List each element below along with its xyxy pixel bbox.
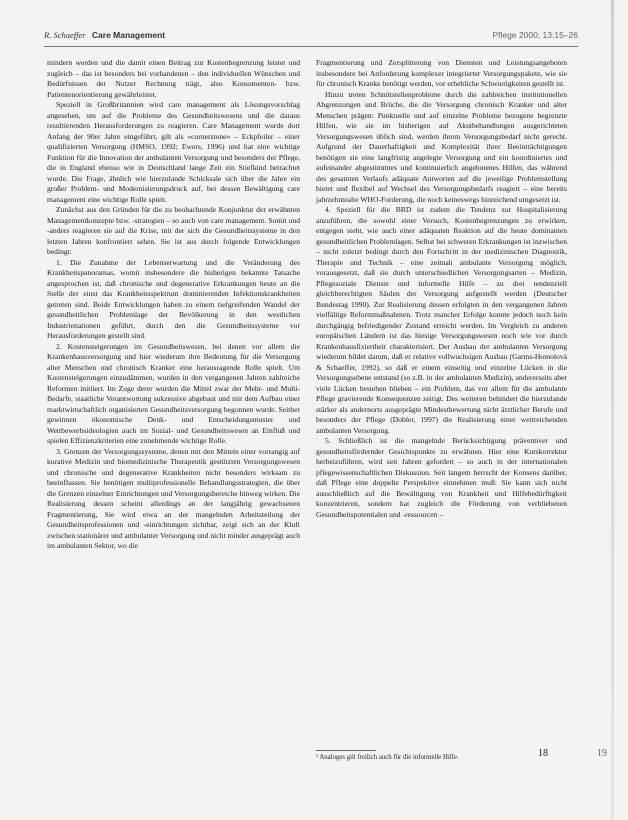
paragraph: Zunächst aus den Gründen für die zu beobachtende Konjunktur der erwähnten Managementkonzepte bzw. -strategien – so auch von care management. Somit und -anders reagieren sie auf die Krise, mit der sich die Gesundheitssysteme in den letzten Jahren konfrontiert sehen. Sie ist aus durch folgende Entwicklungen bedingt:: [47, 205, 300, 256]
paragraph: 3. Grenzen der Versorgungssysteme, denen mit den Mitteln einer vorrangig auf kurative Medizin und biomedizinische Therapeutik gestützten Versorgungswesen und chronische und degenerative Krankheiten nicht besonders wirksam zu beeinflussen. Sie benötigen multiprofessionelle Behandlungsstrategien, die über die Grenzen einzelner Einrichtungen und Versorgungsbereiche hinweg wirken. Die Realisierung dessen scheint allerdings an der langjährig gewachsenen Fragmentierung, Sie wird etwa an der mangelnden Arbeitsteilung der Gesundheitsprofessionen und -einrichtungen sichtbar, zeigt sich an der Kluft zwischen stationärer und ambulanter Versorgung und nicht minder ausgeprägt auch im ambulanten Sektor, wo die: [47, 446, 300, 550]
header-journal: Pflege 2000; 13:15–26: [492, 30, 578, 40]
left-column: [47, 58, 300, 552]
footnote: ¹ Analoges gilt freilich auch für die informelle Hilfe.: [316, 754, 459, 761]
paragraph: Hinzu treten Schnittstellenprobleme durch die zahlreichen institutionellen Abgrenzungen und Brüche, die die Versorgung chronisch Kranker und alter Menschen prägen: Punktuelle und auf einzelne Probleme bezogene begrenzte Hilfen, wie sie im bisherigen auf Akutbehandlungen ausgerichteten Versorgungswesen üblich sind, werden ihrem Versorgungsbedarf nicht gerecht. Aufgrund der Dauerhaftigkeit und Komplexität ihrer Beeinträchtigungen benötigen sie eine langfristig angelegte Versorgung und ein koordiniertes und aufeinander abgestimmtes und kontinuierlich angebotenes Hilfen, das während des gesamten Verlaufs adäquate Antworten auf die jeweilige Problemstellung bietet und flexibel auf Wechsel des Versorgungsbedarfs reagiert – eine bereits jahrzehntealte WHO-Forderung, die noch keineswegs hinreichend umgesetzt ist.: [316, 89, 567, 204]
paragraph: 1. Die Zunahme der Lebenserwartung und die Veränderung des Krankheitspanoramas, womit insbesondere die bisherigen bekannte Tatsache angesprochen ist, daß chronische und degenerative Erkrankungen heute an die Stelle der einst das Krankheitsspektrum dominierenden Infektionskrankheiten getreten sind. Beide Entwicklungen haben zu einem tiefgreifenden Wandel der gesundheitlichen Problemlage der Bevölkerung in den westlichen Industrienationen geführt, durch den die Gesundheitssysteme vor Herausforderungen gestellt sind.: [47, 257, 300, 340]
paragraph: 5. Schließlich ist die mangelnde Berücksichtigung präventiver und gesundheitsfördernder Gesichtspunkte zu erwähnen. Hier eine Kurskorrektur herbeizuführen, wird seit Jahren gefordert – so auch in der internationalen pflegewissenschaftlichen Diskussion. Seit langem herrscht der Konsens darüber, daß Pflege eine doppelte Perspektive einnehmen muß: Sie kann sich nicht ausschließlich auf die Bewältigung von Krankheit und Hilfebedürftigkeit konzentrieren, sondern hat zugleich die Förderung von verbliebenen Gesundheitspotentialen und -ressourcen –: [316, 436, 567, 519]
paragraph: Speziell in Großbritannien wird care management als Lösungsvorschlag angesehen, um auf die Probleme des Gesundheitswesens und die daraus resultierenden Herausforderungen zu reagieren. Care Management wurde dort Anfang der 90er Jahre eingeführt, gilt als «cornerstone» – Eckpfeiler – einer qualifizierten Versorgung (HMSO, 1992; Ewers, 1996) und hat eine wichtige Funktion für die Innovation der ambulanten Versorgung und besonders der Pflege, die in England ebenso wie in Deutschland lange Zeit ein Stiefkind betrachtet wurde. Die Frage, ähnlich wie hierzulande Schicksale sich über die Jahre ein großer Problem- und Modernisierungsdruck auf, bei dessen Bewältigung care management eine wichtige Rolle spielt.: [47, 100, 300, 204]
paragraph: 4. Speziell für die BRD ist zudem die Tendenz zur Hospitalisierung anzuführen, die sowohl einer Versuch, Kostenbegrenzungen zu erwirken, entgegen steht, wie auch einer adäquaten Reaktion auf die heute dominanten gesundheitlichen Problemlagen. Selbst bei schweren Erkrankungen ist inzwischen – nicht zuletzt bedingt durch den Fortschritt in der medizinischen Diagnostik, Therapie und Technik – eine zeitnah ambulante Versorgung möglich, vorausgesetzt, daß sie durch unterschiedlichen Versorgungsarten – Medizin, Pflegesoziale Dienste und informelle Hilfe – zu drei tendenziell gleichberechtigten Säulen der Versorgung aufgestellt werden (Deutscher Bundestag 1990). Zur Realisierung dessen erfolgten in den vergangenen Jahren vielfältige Reformmaßnahmen. Trotz mancher Erfolge konnte jedoch noch kein durchgängig befriedigender Zustand erreicht werden. Im Vergleich zu anderen europäischen Ländern ist das hiesige Versorgungswesen noch wie vor durch Krankenhausfixiertheit charakterisiert. Der Ausbau der ambulanten Versorgung wiederum bildet darum, daß er relative vollwuchsigen Ausbau (Garms-Homolová & Schaeffer, 1992), so daß er einem einseitig und einzelne Lücken in die Versorgungsebene entstand (so z.B. in der ambulanten Medizin), andererseits aber viele Lücken bestehen blieben – ein Problem, das vor allem für die ambulante Pflege gravierende Konsequenzen zeitigt. Des weiteren behindert die hierzulande stärker als andernorts ausgeprägte Mindestbewertung nicht ärztlicher Berufe und besonders der Pflege (Dobler, 1997) die Realisierung einer weitreichenden ambulanten Versorgung.: [316, 205, 567, 435]
paragraph: Fragmentierung und Zersplitterung von Diensten und Leistungsangeboten insbesondere bei Anforderung komplexer integrierter Versorgungspakete, wie sie für chronisch Kranke benötigt werden, vor erhebliche Schwierigkeiten gestellt ist.: [316, 58, 567, 88]
right-column: [316, 58, 567, 520]
running-header: [44, 28, 578, 44]
paragraph: mindern werden und die damit einen Beitrag zur Kostenbegrenzung leistet und zugleich – das ist besonders bei vorhandenen – den individuellen Wünschen und Bedürfnissen der Nutzer Rechnung trägt, also Konsumenten- bzw. Patientenorientierung gewährleistet.: [47, 58, 300, 99]
running-header-left: [44, 30, 165, 40]
footnote-rule: [316, 750, 376, 751]
paragraph: 2. Kostensteigerungen im Gesundheitswesen, bei denen vor allem die Krankenhausversorgung und hier wiederum ihre Bedeutung für die Versorgung alter Menschen und chronisch Kranker eine herausragende Rolle spielt. Um Kostensteigerungen einzudämmen, wurden in den vergangenen Jahren zahlreiche Reformen initiiert. Im Zuge derer wurden die Mittel zwar der Mehr- und Multi-Bedarfe, staatliche Verantwortung sukzessive abgebaut und mit dem Aufbau einer marktwirtschaftlich organisierten Gesundheitsversorgung begonnen wurde. Seither gewinnen ökonomische Denk- und Entscheidungsmuster und Wettbewerbsideologien auch im Sozial- und Gesundheitswesen an Einfluß und spielen Effizienzkriterien eine zunehmende wichtige Rolle.: [47, 341, 300, 445]
facing-page-number: 19: [597, 748, 607, 759]
page-edge-shadow: [611, 0, 614, 820]
page-number: 18: [538, 748, 548, 759]
header-author: R. Schaeffer: [44, 30, 86, 40]
header-rule: [44, 46, 578, 47]
header-title: Care Management: [91, 30, 166, 40]
